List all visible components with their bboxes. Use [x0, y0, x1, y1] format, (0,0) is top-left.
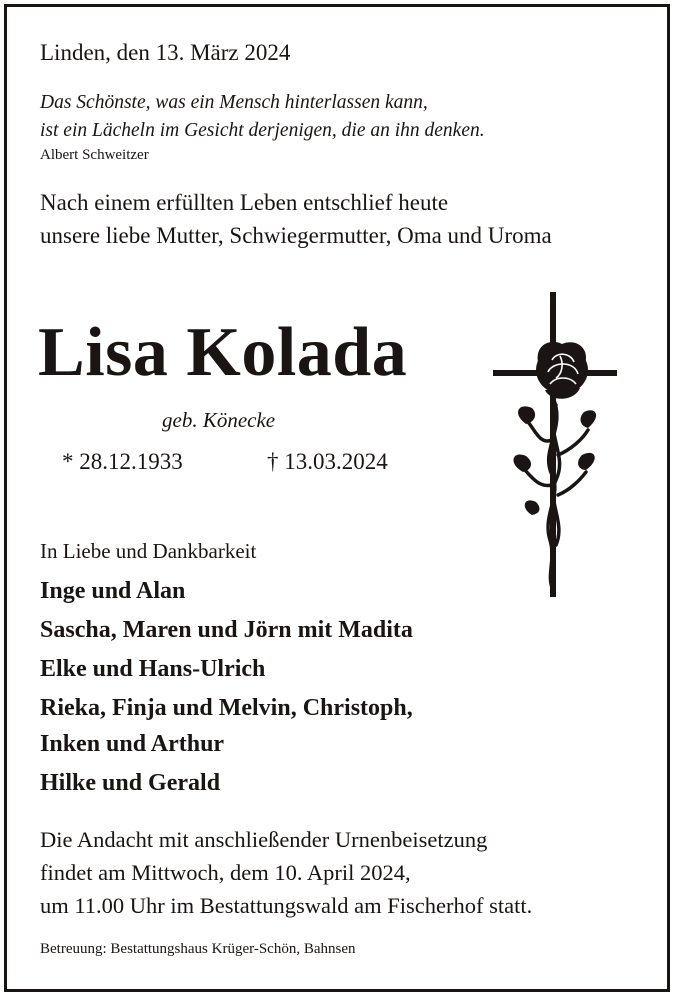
mourner-line: Inken und Arthur: [40, 731, 225, 757]
service-info: [40, 823, 532, 922]
quote: [40, 89, 485, 145]
birth-date: * 28.12.1933: [62, 449, 183, 474]
quote-author: Albert Schweitzer: [40, 147, 149, 163]
cross-with-rose-icon: [490, 290, 620, 600]
intro-line-2: unsere liebe Mutter, Schwiegermutter, Oma und Uroma: [40, 223, 552, 248]
mourner-line: Sascha, Maren und Jörn mit Madita: [40, 617, 413, 643]
deceased-name: Lisa Kolada: [38, 314, 408, 391]
mourners-list: [40, 573, 413, 804]
funeral-home-credit: Betreuung: Bestattungshaus Krüger-Schön, Bahnsen: [40, 941, 356, 957]
intro-text: [40, 186, 552, 252]
mourner-line: Inge und Alan: [40, 578, 186, 604]
intro-line-1: Nach einem erfüllten Leben entschlief heute: [40, 190, 449, 215]
service-line-2: findet am Mittwoch, dem 10. April 2024,: [40, 860, 411, 885]
mourner-line: Hilke und Gerald: [40, 770, 221, 796]
mourner-line: Rieka, Finja und Melvin, Christoph,: [40, 695, 413, 721]
mourner-line: Elke und Hans-Ulrich: [40, 656, 266, 682]
quote-line-1: Das Schönste, was ein Mensch hinterlassen kann,: [40, 92, 428, 113]
service-line-3: um 11.00 Uhr im Bestattungswald am Fischerhof statt.: [40, 893, 533, 918]
quote-line-2: ist ein Lächeln im Gesicht derjenigen, die an ihn denken.: [40, 120, 485, 141]
place-date: Linden, den 13. März 2024: [40, 40, 291, 65]
service-line-1: Die Andacht mit anschließender Urnenbeisetzung: [40, 827, 488, 852]
mourners-lead: In Liebe und Dankbarkeit: [40, 539, 257, 563]
maiden-name: geb. Könecke: [162, 408, 276, 432]
death-date: † 13.03.2024: [267, 449, 388, 474]
